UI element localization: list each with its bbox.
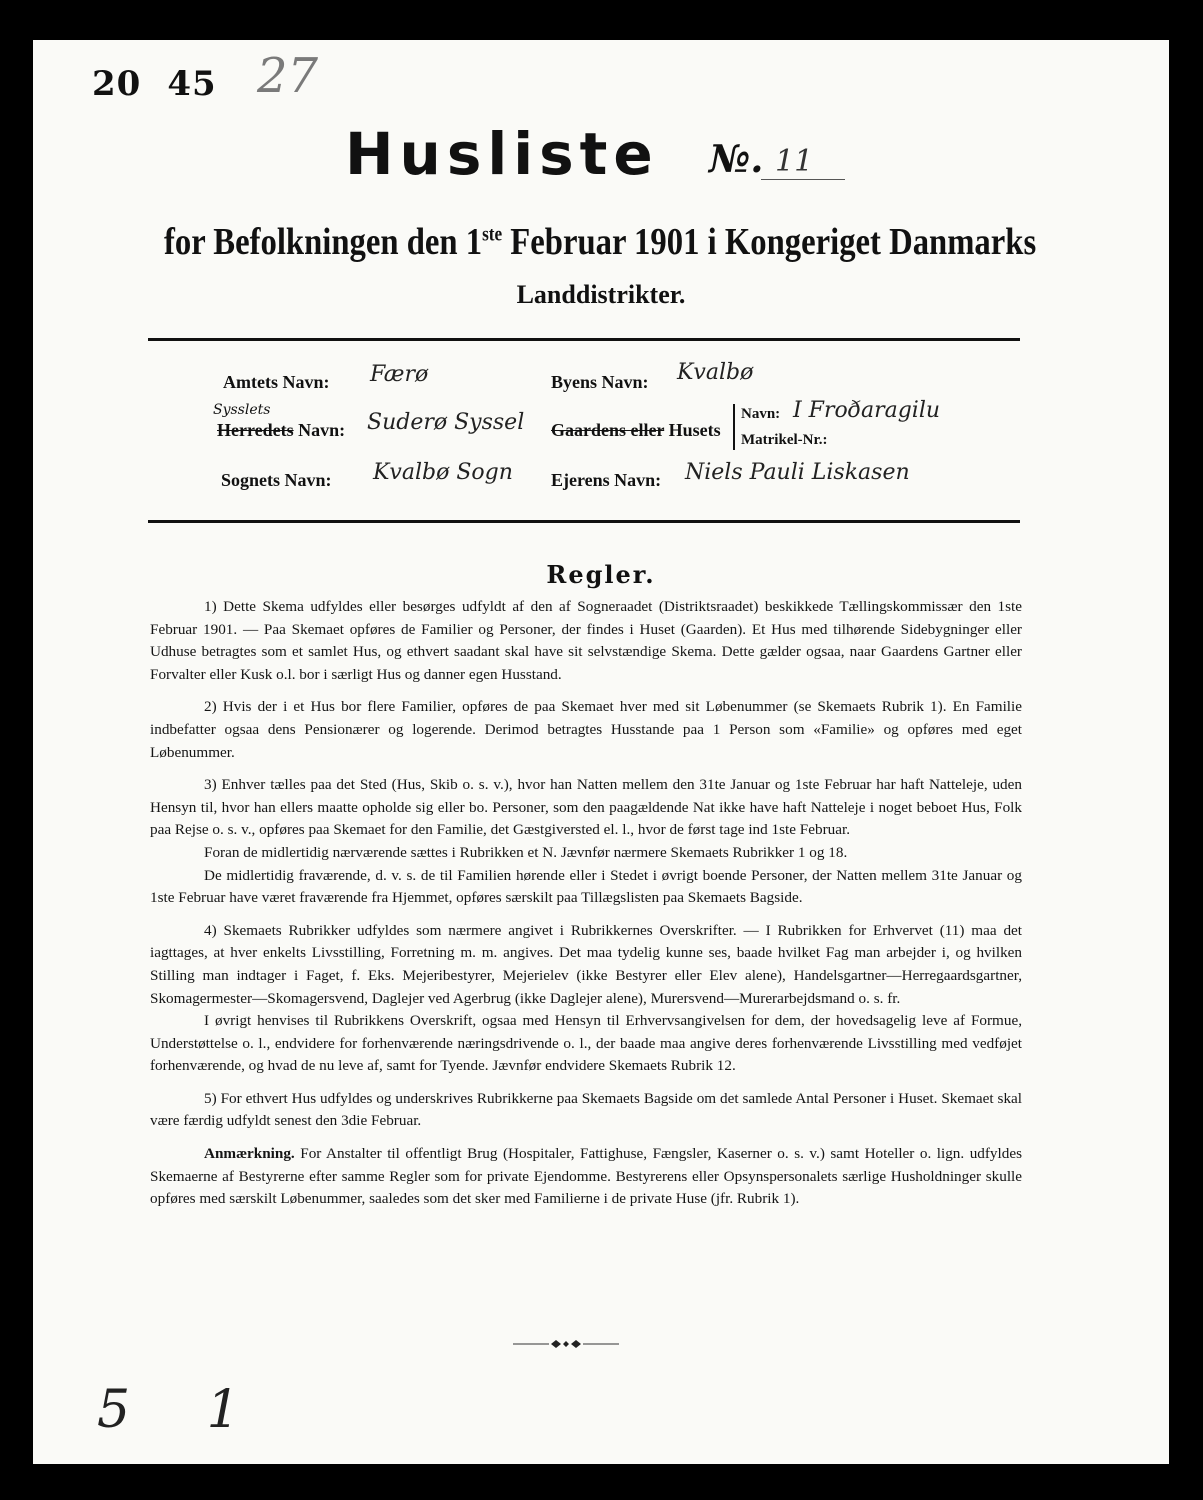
ejer-value: Niels Pauli Liskasen (685, 460, 910, 485)
ornament-divider (511, 1336, 621, 1352)
ref-number-2: 45 (167, 64, 217, 104)
rule-1: 1) Dette Skema udfyldes eller besørges udfyldt af den af Sogneraadet (Distriktsraadet) beskikkede Tællingskommissær den 1ste Februar 1901. — Paa Skemaet opføres de Familier og Personer, der findes i Huset (Gaarden). Et Hus med tilhørende Sidebygninger eller Udhuse betragtes som et samlet Hus, og ethvert saadant skal have sit selvstændige Skema. Dette gælder ogsaa, naar Gaardens Gartner eller Forvalter eller Kusk o.l. bor i særligt Hus og danner egen Husstand. (150, 598, 1022, 683)
matrikel-label: Matrikel-Nr.: (741, 432, 828, 448)
note (150, 1143, 1022, 1211)
top-divider (148, 338, 1020, 341)
census-form-page (33, 40, 1169, 1464)
rule-5: 5) For ethvert Hus udfyldes og underskrives Rubrikkerne paa Skemaets Bagside om det samlede Antal Personer i Huset. Skemaet skal være færdig udfyldt senest den 3die Februar. (150, 1089, 1022, 1130)
rules-title: Regler. (546, 560, 656, 589)
rule-3c: De midlertidig fraværende, d. v. s. de til Familien hørende eller i Stedet i øvrigt boende Personer, der Natten mellem 31te Januar og 1ste Februar have været fraværende fra Hjemmet, opføres særskilt paa Tillægslisten paa Skemaets Bagside. (150, 866, 1022, 907)
subtitle-sup: ste (482, 223, 503, 246)
herred-label-text: Navn: (293, 420, 346, 440)
by-label: Byens Navn: (551, 372, 649, 392)
sogn-value: Kvalbø Sogn (373, 460, 513, 485)
herred-value: Suderø Syssel (367, 410, 525, 435)
subtitle-after: Februar 1901 i Kongeriget Danmarks (502, 221, 1037, 263)
rule-3: 3) Enhver tælles paa det Sted (Hus, Skib o. s. v.), hvor han Natten mellem den 31te Januar og 1ste Februar har haft Natteleje, uden Hensyn til, hvor han ellers maatte opholde sig eller bo. Personer, som den paagældende Nat ikke have haft Natteleje i noget beboet Hus, Folk paa Rejse o. s. v., opføres paa Skemaet for den Familie, det Gæstgiversted el. l., hvor de først tage ind 1ste Februar. (150, 776, 1022, 839)
gaard-label-text: Husets (664, 420, 721, 440)
footer-handwritten-mark: 5 1 (97, 1380, 270, 1440)
subtitle (164, 220, 1037, 264)
herred-struck: Herredets (217, 420, 294, 440)
ejer-label: Ejerens Navn: (551, 470, 662, 490)
note-label: Anmærkning. (204, 1145, 295, 1163)
reference-stamp (92, 64, 243, 104)
by-value: Kvalbø (677, 360, 754, 385)
gaard-label (551, 420, 721, 441)
district-heading: Landdistrikter. (516, 280, 686, 309)
amt-label: Amtets Navn: (223, 372, 330, 392)
gaard-struck: Gaardens eller (551, 420, 665, 440)
number-sign: №. (709, 136, 764, 181)
herred-correction: Sysslets (213, 402, 271, 418)
bottom-divider (148, 520, 1020, 523)
herred-label (217, 420, 345, 441)
ref-handwritten-number: 27 (257, 48, 319, 104)
navn-value: I Froðaragilu (793, 398, 941, 423)
sogn-label: Sognets Navn: (221, 470, 332, 490)
rules-text (150, 596, 1022, 1221)
subtitle-before: for Befolkningen den 1 (164, 221, 483, 263)
rule-2: 2) Hvis der i et Hus bor flere Familier, opføres de paa Skemaet hver med sit Løbenummer (se Skemaets Rubrik 1). En Familie indbefatter ogsaa dens Pensionærer og logerende. Derimod betragtes Husstande paa 1 Person som «Familie» og opføres med eget Løbenummer. (150, 698, 1022, 761)
navn-label: Navn: (741, 406, 781, 422)
page-title: Husliste (345, 120, 659, 188)
rule-3b: Foran de midlertidig nærværende sættes i Rubrikken et N. Jævnfør nærmere Skemaets Rubrikker 1 og 18. (204, 843, 848, 861)
field-brace (733, 404, 735, 450)
rule-4b: I øvrigt henvises til Rubrikkens Overskrift, ogsaa med Hensyn til Erhvervsangivelsen for dem, der hovedsagelig leve af Formue, Understøttelse o. l., endvidere for forhenværende næringsdrivende o. l., der baade maa angive deres forhenværende Livsstilling med vedføjet forhenværende, og hvad de nu leve af, samt for Tyende. Jævnfør endvidere Skemaets Rubrik 12. (150, 1012, 1022, 1075)
rule-4: 4) Skemaets Rubrikker udfyldes som nærmere angivet i Rubrikkernes Overskrifter. — I Rubrikken for Erhvervet (11) maa det iagttages, at hver enkelts Livsstilling, Forretning m. m. angives. Det maa tydelig kunne ses, baade hvilket Fag man arbejder i, og hvilken Stilling man indtager i Faget, f. Eks. Mejeribestyrer, Mejerielev (ikke Bestyrer eller Elev alene), Handelsgartner—Herregaardsgartner, Skomagermester—Skomagersvend, Daglejer ved Agerbrug (ikke Daglejer alene), Murersvend—Murerarbejdsmand o. s. fr. (150, 921, 1022, 1007)
amt-value: Færø (370, 362, 429, 387)
note-text: For Anstalter til offentligt Brug (Hospitaler, Fattighuse, Fængsler, Kaserner o. s. v.) samt Hoteller o. lign. udfyldes Skemaerne af Bestyrerne efter samme Regler som for private Ejendomme. Bestyrerens eller Opsynspersonalets særlige Husholdninger skulle opføres med særskilt Løbenummer, saaledes som det sker med Familierne i de private Huse (jfr. Rubrik 1). (150, 1145, 1022, 1208)
ref-number-1: 20 (92, 64, 142, 104)
list-number-value: 11 (761, 144, 845, 180)
